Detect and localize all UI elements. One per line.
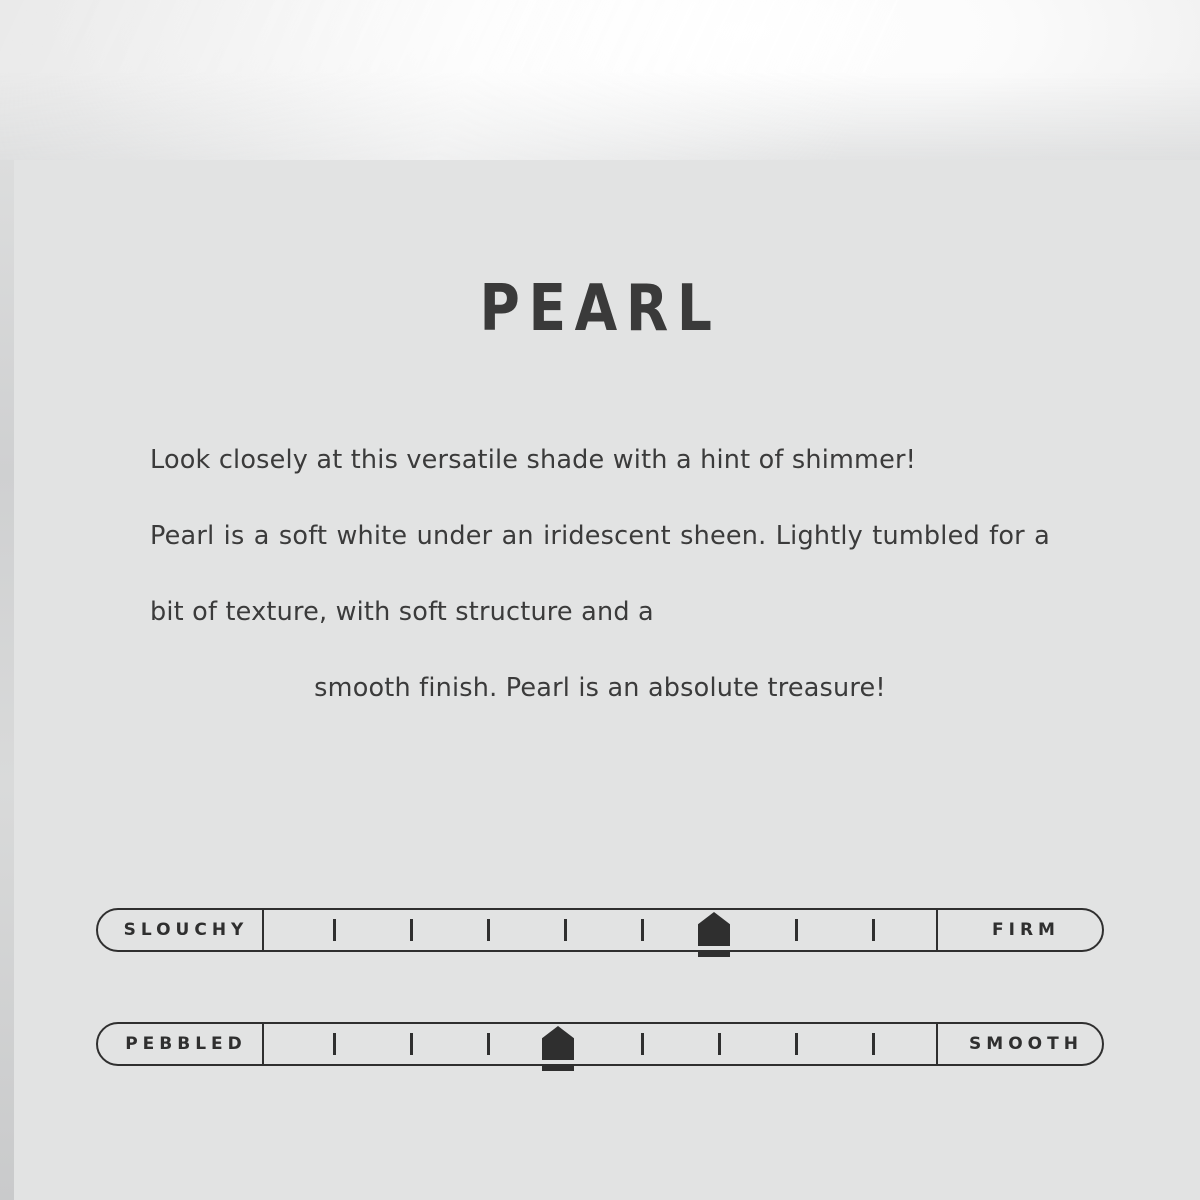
texture-scale (96, 1022, 1104, 1066)
tick-mark (641, 1033, 644, 1055)
texture-scale-ticks (264, 1022, 936, 1066)
card-content (0, 160, 1200, 1200)
tick-mark (872, 1033, 875, 1055)
tick-mark (872, 919, 875, 941)
structure-scale-ticks (264, 908, 936, 952)
tick-mark (333, 919, 336, 941)
tick-mark (795, 1033, 798, 1055)
tick-mark (718, 1033, 721, 1055)
description-line-2: Pearl is a soft white under an iridescent sheen. Lightly tumbled for a bit of texture, with soft structure and a (150, 521, 1050, 627)
marker-bar (698, 950, 730, 957)
marker-pointer-icon (542, 1026, 574, 1060)
description-line-3: smooth finish. Pearl is an absolute treasure! (314, 673, 886, 703)
texture-scale-right-label: SMOOTH (936, 1022, 1104, 1066)
texture-scale-marker[interactable] (539, 1026, 577, 1086)
marker-pointer-icon (698, 912, 730, 946)
structure-scale-marker[interactable] (695, 912, 733, 972)
marker-bar (542, 1064, 574, 1071)
texture-scale-left-label: PEBBLED (96, 1022, 264, 1066)
structure-scale (96, 908, 1104, 952)
tick-mark (641, 919, 644, 941)
tick-mark (333, 1033, 336, 1055)
tick-mark (795, 919, 798, 941)
tick-mark (410, 1033, 413, 1055)
product-description (150, 422, 1050, 726)
tick-mark (487, 919, 490, 941)
tick-mark (564, 919, 567, 941)
page-title: PEARL (479, 272, 721, 346)
structure-scale-right-label: FIRM (936, 908, 1104, 952)
tick-mark (410, 919, 413, 941)
description-line-1: Look closely at this versatile shade with a hint of shimmer! (150, 445, 917, 475)
fabric-photo-band (0, 0, 1200, 160)
structure-scale-left-label: SLOUCHY (96, 908, 264, 952)
tick-mark (487, 1033, 490, 1055)
